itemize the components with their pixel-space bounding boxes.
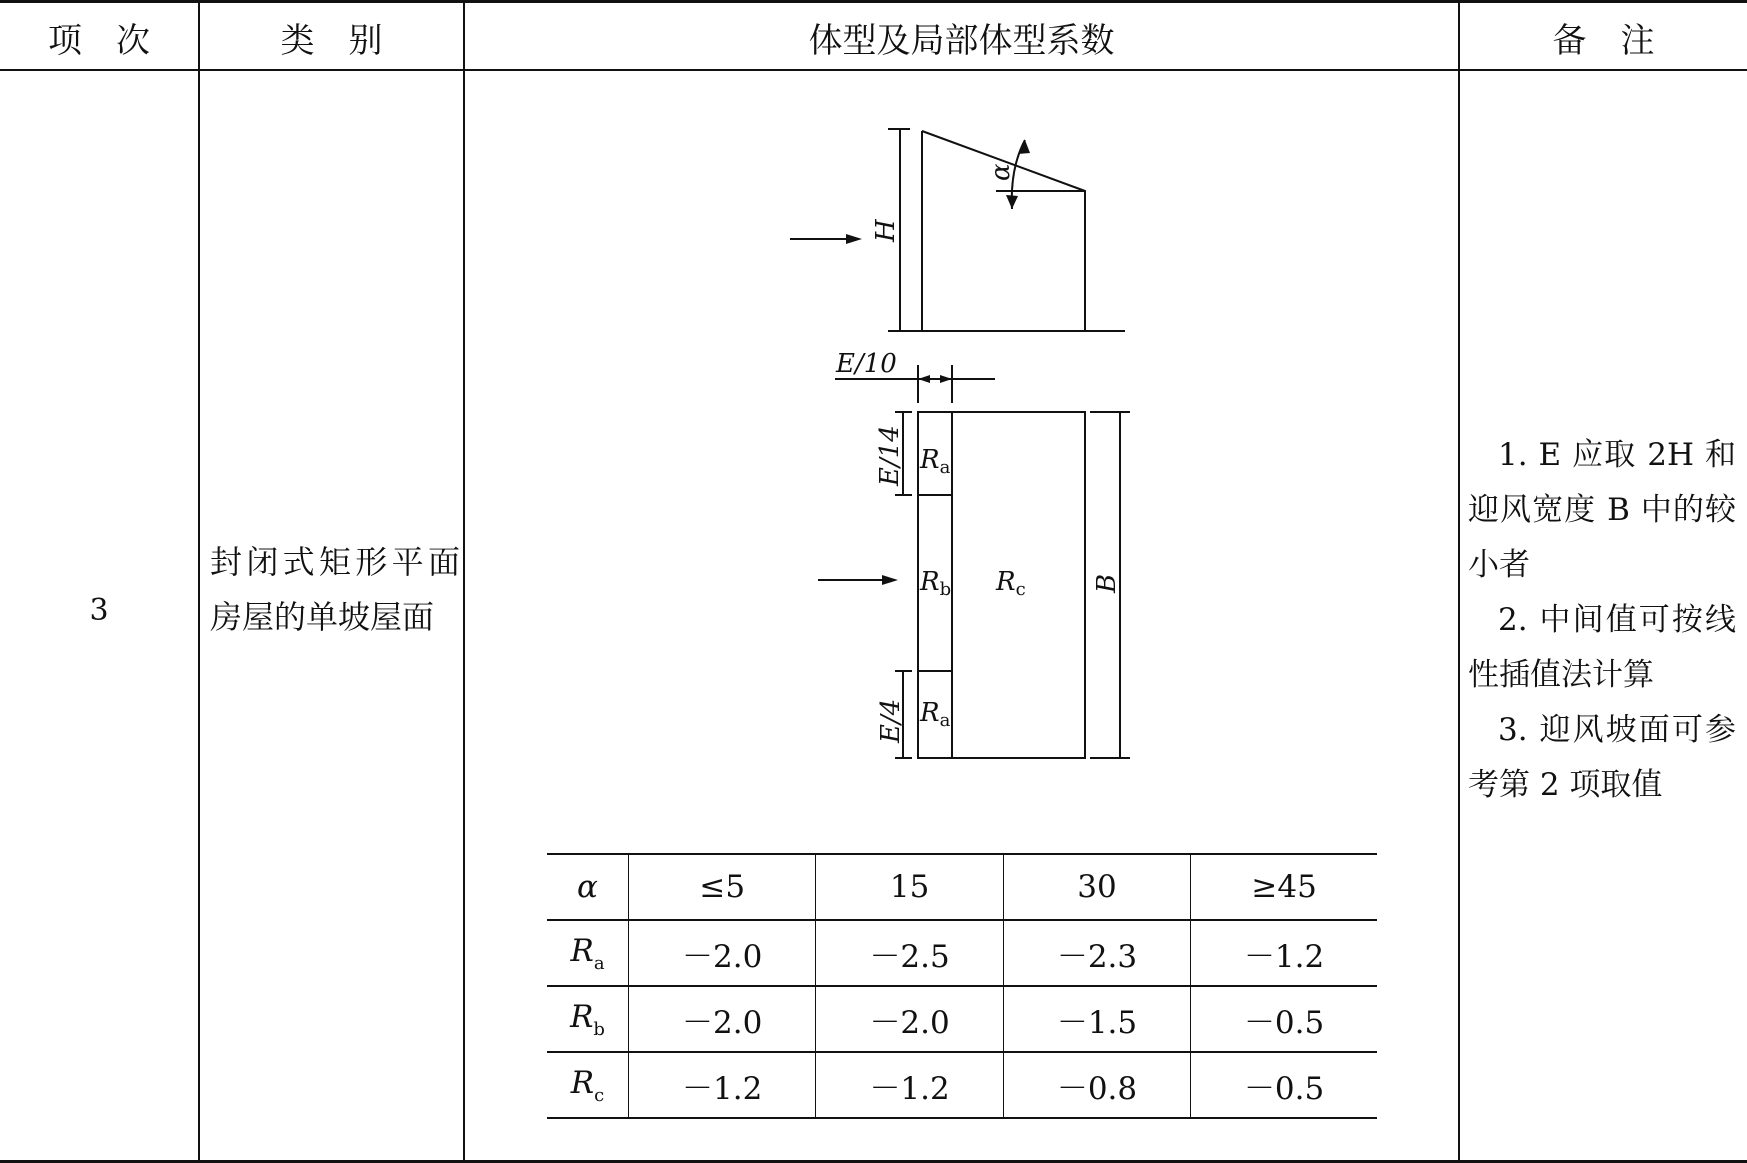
column-divider	[1458, 3, 1460, 1163]
table-cell: －1.5	[1003, 986, 1190, 1052]
e14-label: E/14	[875, 425, 905, 486]
alpha-label: α	[986, 163, 1016, 181]
table-cell: －2.3	[1003, 920, 1190, 986]
row-index: 3	[89, 593, 109, 628]
e4-label: E/4	[876, 698, 906, 743]
table-cell: －2.0	[629, 986, 816, 1052]
note-item: 2. 中间值可按线性插值法计算	[1468, 602, 1736, 693]
header-coefficients: 体型及局部体型系数	[808, 20, 1115, 61]
row-notes	[1468, 428, 1736, 813]
arrow-head	[846, 234, 862, 244]
table-header-cell: 15	[816, 854, 1003, 920]
column-divider	[463, 3, 465, 1163]
table-header-cell: α	[547, 854, 629, 920]
table-row	[547, 1052, 1377, 1118]
arrow-head	[1006, 195, 1018, 209]
table-cell: －0.5	[1191, 1052, 1377, 1118]
table-cell: －2.0	[629, 920, 816, 986]
ra-label-top: Ra	[920, 445, 951, 478]
roof-diagram	[780, 113, 1150, 783]
header-index: 项 次	[48, 20, 150, 61]
table-cell: －1.2	[629, 1052, 816, 1118]
rc-label: Rc	[996, 567, 1026, 600]
row-category: 封闭式矩形平面房屋的单坡屋面	[210, 543, 460, 636]
table-header-cell: ≤5	[629, 854, 816, 920]
table-row	[547, 854, 1377, 920]
ra-label-bottom: Ra	[920, 698, 951, 731]
rb-label: Rb	[920, 567, 952, 600]
header-notes: 备 注	[1552, 20, 1655, 61]
arrow-head	[882, 575, 898, 585]
table-header-cell: ≥45	[1191, 854, 1377, 920]
table-cell: －2.5	[816, 920, 1003, 986]
note-item: 3. 迎风坡面可参考第 2 项取值	[1468, 712, 1736, 803]
height-label: H	[871, 219, 901, 242]
table-cell: －2.0	[816, 986, 1003, 1052]
note-item: 1. E 应取 2H 和迎风宽度 B 中的较小者	[1468, 437, 1736, 583]
table-header-cell: 30	[1003, 854, 1190, 920]
header-category: 类 别	[280, 20, 383, 61]
coefficient-values-table	[547, 853, 1377, 1119]
table-cell: －1.2	[816, 1052, 1003, 1118]
table-cell: －0.8	[1003, 1052, 1190, 1118]
table-cell: －0.5	[1191, 986, 1377, 1052]
row-symbol: $R_b$	[547, 986, 629, 1052]
row-symbol: $R_c$	[547, 1052, 629, 1118]
arrow-head	[940, 375, 952, 383]
e10-label: E/10	[836, 349, 897, 379]
table-row	[547, 986, 1377, 1052]
width-label: B	[1092, 573, 1122, 593]
row-symbol: $R_a$	[547, 920, 629, 986]
table-row	[547, 920, 1377, 986]
arrow-head	[918, 375, 930, 383]
elevation-outline	[922, 131, 1085, 331]
arrow-head	[1018, 140, 1030, 154]
column-divider	[198, 3, 200, 1163]
table-cell: －1.2	[1191, 920, 1377, 986]
